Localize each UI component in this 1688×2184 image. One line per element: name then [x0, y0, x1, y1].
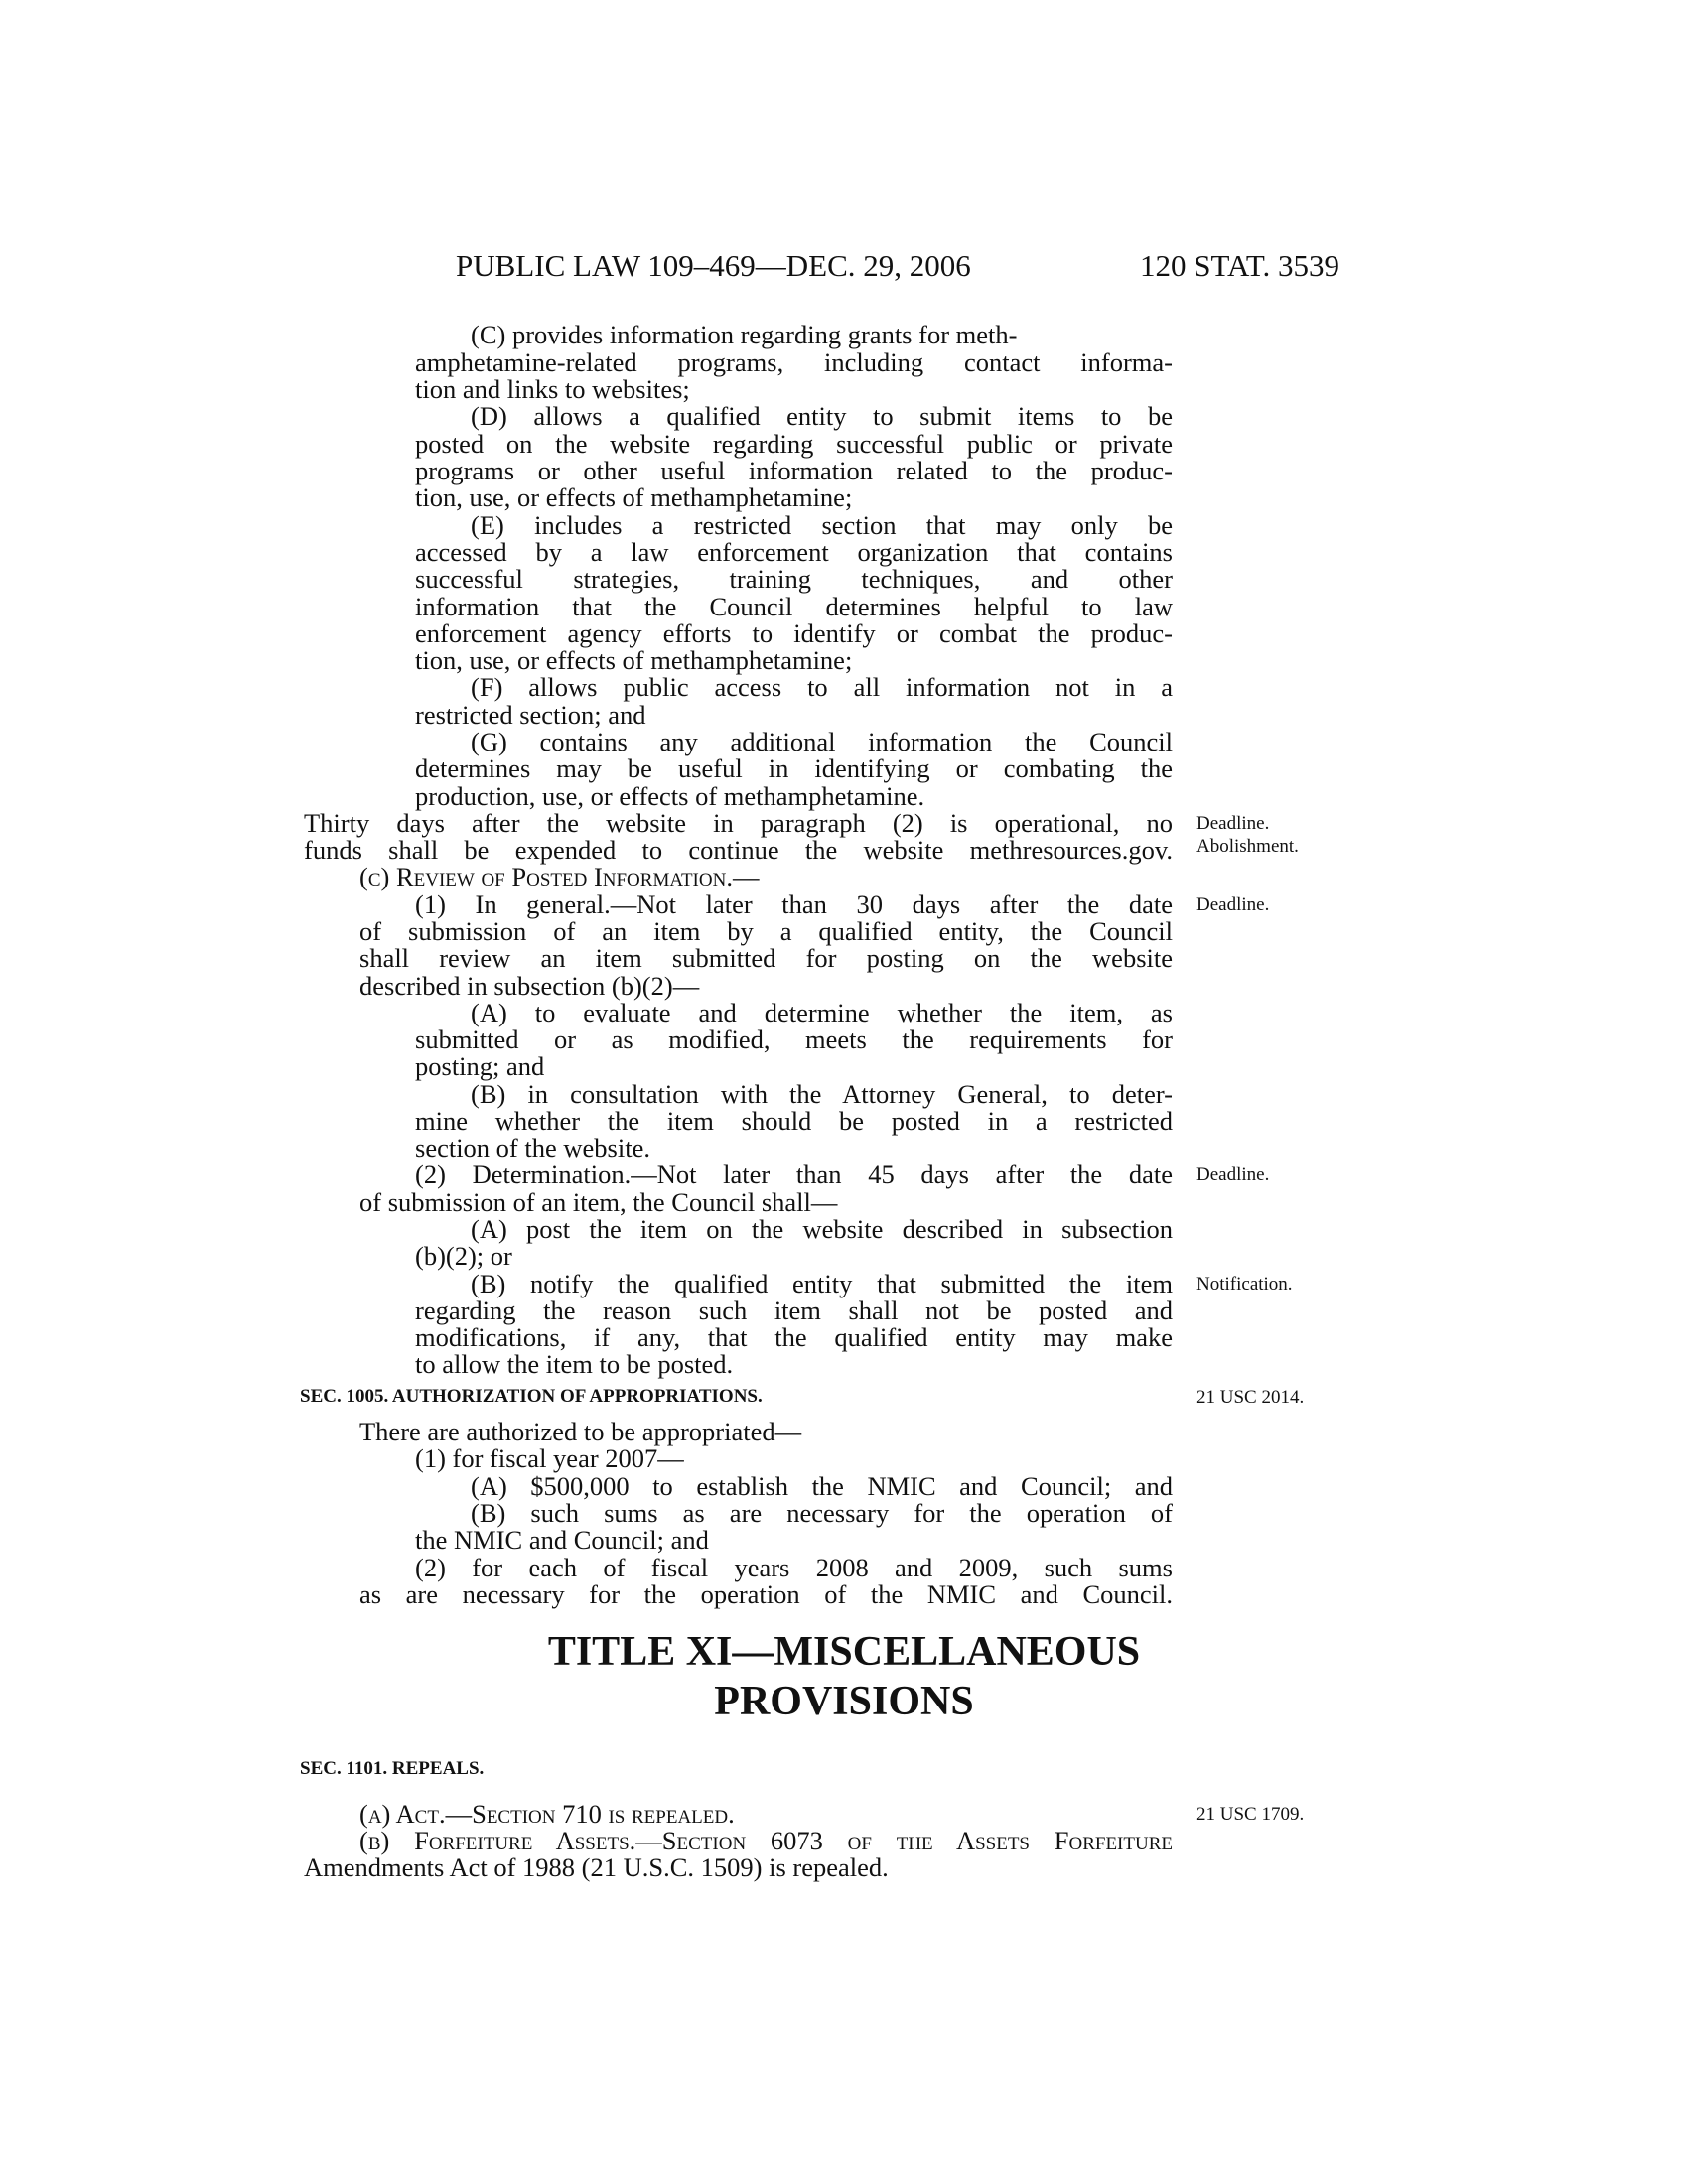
title-heading-line2: PROVISIONS	[714, 1679, 974, 1724]
text-line: to allow the item to be posted.	[415, 1349, 734, 1379]
text-line: section of the website.	[415, 1133, 650, 1162]
text-line: posting; and	[415, 1051, 545, 1081]
text-line: (A) post the item on the website described in subsection	[471, 1214, 1173, 1244]
text-line: (F) allows public access to all information not in a	[471, 672, 1173, 702]
text-line: successful strategies, training techniques, and other	[415, 564, 1173, 594]
text-line: (B) in consultation with the Attorney General, to deter-	[471, 1079, 1173, 1109]
margin-note-notification: Notification.	[1196, 1274, 1293, 1295]
text-line: information that the Council determines helpful to law	[415, 592, 1173, 621]
text-line: programs or other useful information related to the produc-	[415, 456, 1173, 485]
text-line: (2) Determination.—Not later than 45 days after the date	[415, 1160, 1173, 1189]
text-line: the NMIC and Council; and	[415, 1525, 709, 1555]
text-line: amphetamine-related programs, including contact informa-	[415, 347, 1173, 377]
title-heading-line1: TITLE XI—MISCELLANEOUS	[547, 1629, 1141, 1675]
text-line: (G) contains any additional information the Council	[471, 727, 1173, 756]
text-line: funds shall be expended to continue the website methresources.gov.	[304, 835, 1173, 865]
text-line: of submission of an item by a qualified entity, the Council	[359, 916, 1173, 946]
text-line: accessed by a law enforcement organization that contains	[415, 537, 1173, 567]
text-line: (1) In general.—Not later than 30 days after the date	[415, 889, 1173, 919]
margin-note-deadline: Deadline.	[1196, 894, 1270, 915]
text-line: There are authorized to be appropriated—	[359, 1417, 802, 1446]
text-line: production, use, or effects of methamphetamine.	[415, 781, 925, 811]
text-line: tion, use, or effects of methamphetamine;	[415, 645, 853, 675]
text-line: of submission of an item, the Council shall—	[359, 1187, 838, 1217]
text-line: modifications, if any, that the qualified entity may make	[415, 1322, 1173, 1352]
text-line: posted on the website regarding successful public or private	[415, 429, 1173, 459]
text-line: submitted or as modified, meets the requirements for	[415, 1024, 1173, 1054]
subsection-heading: (c) Review of Posted Information.—	[359, 862, 760, 891]
text-line: (a) Act.—Section 710 is repealed.	[359, 1799, 735, 1829]
text-line: as are necessary for the operation of the NMIC and Council.	[359, 1579, 1173, 1609]
text-line: enforcement agency efforts to identify or combat the produc-	[415, 618, 1173, 648]
text-line: determines may be useful in identifying or combating the	[415, 753, 1173, 783]
margin-note-usc-citation: 21 USC 2014.	[1196, 1387, 1305, 1408]
text-line: (1) for fiscal year 2007—	[415, 1443, 684, 1473]
text-line: Amendments Act of 1988 (21 U.S.C. 1509) is repealed.	[304, 1852, 889, 1882]
text-line: (B) such sums as are necessary for the operation of	[471, 1498, 1173, 1528]
text-line: regarding the reason such item shall not be posted and	[415, 1296, 1173, 1325]
text-line: (b) Forfeiture Assets.—Section 6073 of the Assets Forfeiture	[359, 1826, 1173, 1855]
text-line: Thirty days after the website in paragraph (2) is operational, no	[304, 808, 1173, 838]
text-line: restricted section; and	[415, 700, 646, 730]
text-line: (C) provides information regarding grants for meth-	[471, 320, 1018, 349]
text-line: tion and links to websites;	[415, 374, 690, 404]
header-public-law: PUBLIC LAW 109–469—DEC. 29, 2006	[456, 248, 971, 283]
text-line: shall review an item submitted for posting on the website	[359, 943, 1173, 973]
margin-note-usc-citation: 21 USC 1709.	[1196, 1804, 1305, 1825]
margin-note-deadline: Deadline.	[1196, 1164, 1270, 1185]
text-line: (B) notify the qualified entity that submitted the item	[471, 1269, 1173, 1298]
text-line: (D) allows a qualified entity to submit items to be	[471, 401, 1173, 431]
text-line: described in subsection (b)(2)—	[359, 971, 700, 1001]
text-line: tion, use, or effects of methamphetamine;	[415, 482, 853, 512]
text-line: (E) includes a restricted section that may only be	[471, 510, 1173, 540]
text-line: (2) for each of fiscal years 2008 and 2009, such sums	[415, 1553, 1173, 1582]
section-heading-1101: SEC. 1101. REPEALS.	[300, 1758, 485, 1779]
margin-note-deadline: Deadline.	[1196, 813, 1270, 834]
margin-note-abolishment: Abolishment.	[1196, 836, 1299, 857]
header-stat-page: 120 STAT. 3539	[1140, 248, 1340, 283]
section-heading-1005: SEC. 1005. AUTHORIZATION OF APPROPRIATIONS.	[300, 1386, 763, 1407]
text-line: (A) $500,000 to establish the NMIC and Council; and	[471, 1471, 1173, 1501]
text-line: (b)(2); or	[415, 1241, 512, 1271]
text-line: (A) to evaluate and determine whether the item, as	[471, 998, 1173, 1027]
text-line: mine whether the item should be posted in a restricted	[415, 1106, 1173, 1136]
